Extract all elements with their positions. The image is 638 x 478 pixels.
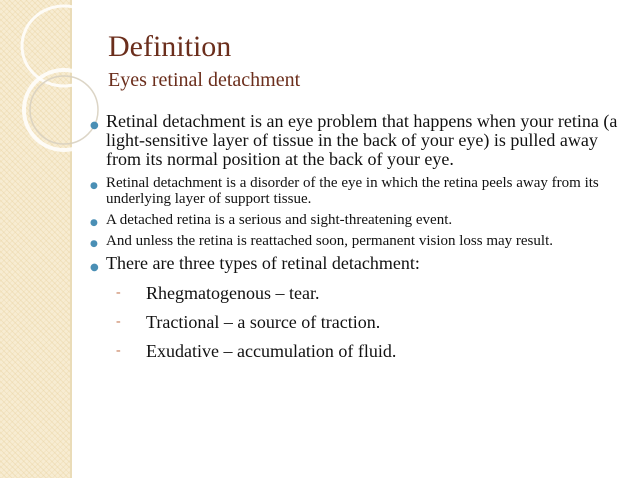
slide-subtitle: Eyes retinal detachment (108, 69, 301, 91)
bullet-icon: ● (90, 262, 99, 273)
bullet-icon: ● (90, 239, 98, 249)
sub-item (88, 341, 623, 361)
sub-item-text: Exudative – accumulation of fluid. (146, 341, 397, 361)
bullet-icon: ● (90, 218, 98, 228)
bullet-item (88, 112, 623, 169)
dash-icon: - (116, 314, 121, 329)
sub-item-text: Rhegmatogenous – tear. (146, 283, 320, 303)
dash-icon: - (116, 285, 121, 300)
bullet-item (88, 175, 623, 207)
bullet-item (88, 254, 623, 273)
bullet-text: Retinal detachment is a disorder of the eye in which the retina peels away from its underlying layer of support tissue. (106, 175, 599, 207)
dash-icon: - (116, 343, 121, 358)
slide-content (88, 112, 623, 370)
bullet-item (88, 233, 623, 249)
bullet-text: Retinal detachment is an eye problem that happens when your retina (a light-sensitive layer of tissue in the back of your eye) is pulled away from its normal position at the back of your eye. (106, 111, 618, 169)
sub-item (88, 312, 623, 332)
sub-item (88, 283, 623, 303)
bullet-text: A detached retina is a serious and sight-threatening event. (106, 212, 453, 228)
sub-item-text: Tractional – a source of traction. (146, 312, 381, 332)
bullet-item (88, 212, 623, 228)
bullet-icon: ● (90, 181, 98, 191)
bullet-text: And unless the retina is reattached soon, permanent vision loss may result. (106, 233, 553, 249)
slide-title: Definition (108, 30, 232, 63)
bullet-text: There are three types of retinal detachment: (106, 253, 420, 273)
bullet-icon: ● (90, 120, 99, 131)
